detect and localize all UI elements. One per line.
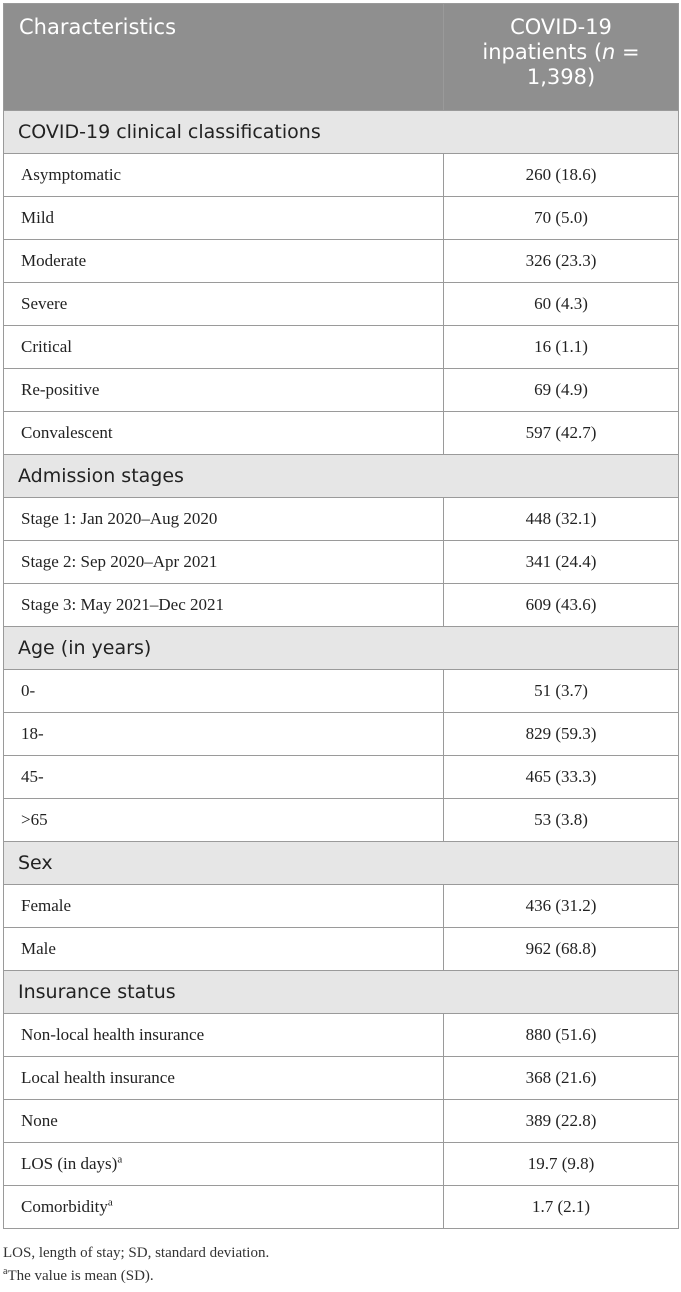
row-label-cell [4,240,444,283]
table-row [4,1057,679,1100]
row-label-cell [4,369,444,412]
section-title: Insurance status [4,971,679,1014]
row-value: 70 (5.0) [444,197,679,240]
row-value: 16 (1.1) [444,326,679,369]
table-footnotes [3,1242,678,1288]
row-label: Female [21,896,72,915]
header-inpatients-line2-pre: inpatients ( [482,40,603,64]
row-label: Stage 3: May 2021–Dec 2021 [21,595,225,614]
row-label-cell [4,670,444,713]
row-label-cell [4,283,444,326]
row-value: 436 (31.2) [444,885,679,928]
section-header-row [4,971,679,1014]
row-label: 0- [21,681,36,700]
table-row [4,498,679,541]
row-value: 609 (43.6) [444,584,679,627]
table-row [4,756,679,799]
row-label: Moderate [21,251,87,270]
row-value: 368 (21.6) [444,1057,679,1100]
table-row [4,541,679,584]
row-label: Comorbidity [21,1197,108,1216]
row-value: 19.7 (9.8) [444,1143,679,1186]
row-label-cell [4,1143,444,1186]
table-row [4,197,679,240]
table-row [4,369,679,412]
row-value: 326 (23.3) [444,240,679,283]
row-label: Male [21,939,56,958]
table-row [4,670,679,713]
row-label-cell [4,197,444,240]
row-label: 45- [21,767,44,786]
row-value: 69 (4.9) [444,369,679,412]
table-row [4,928,679,971]
row-label: Asymptomatic [21,165,122,184]
section-title: Age (in years) [4,627,679,670]
row-label: Convalescent [21,423,113,442]
footnote-mean-sd-text: The value is mean (SD). [7,1268,154,1284]
row-label-cell [4,154,444,197]
table-row [4,1186,679,1229]
row-label: >65 [21,810,48,829]
section-header-row [4,111,679,154]
table-row [4,326,679,369]
section-header-row [4,627,679,670]
row-value: 465 (33.3) [444,756,679,799]
footnote-abbreviations: LOS, length of stay; SD, standard deviation. [3,1245,270,1261]
row-label-cell [4,799,444,842]
row-label: Non-local health insurance [21,1025,205,1044]
table-header-row [4,4,679,111]
row-value: 389 (22.8) [444,1100,679,1143]
row-label-cell [4,326,444,369]
row-value: 597 (42.7) [444,412,679,455]
row-label-cell [4,1186,444,1229]
table-row [4,1100,679,1143]
row-value: 962 (68.8) [444,928,679,971]
section-title: COVID-19 clinical classifications [4,111,679,154]
header-inpatients-n: n [602,40,616,64]
row-value: 880 (51.6) [444,1014,679,1057]
row-label: None [21,1111,58,1130]
header-inpatients-line2-post: = [615,40,640,64]
section-header-row [4,842,679,885]
table-row [4,283,679,326]
row-value: 448 (32.1) [444,498,679,541]
row-label: Local health insurance [21,1068,175,1087]
header-inpatients-line1: COVID-19 [510,15,612,39]
footnote-marker: a [107,1196,113,1209]
table-row [4,412,679,455]
row-label: Severe [21,294,68,313]
table-row [4,885,679,928]
row-label-cell [4,1014,444,1057]
table-row [4,240,679,283]
footnote-marker: a [3,1266,8,1277]
row-label-cell [4,713,444,756]
section-title: Admission stages [4,455,679,498]
footnote-mean-sd [3,1265,678,1288]
row-value: 53 (3.8) [444,799,679,842]
characteristics-table [3,3,679,1229]
section-header-row [4,455,679,498]
table-body [4,111,679,1229]
header-characteristics: Characteristics [4,4,444,111]
table-row [4,154,679,197]
row-value: 829 (59.3) [444,713,679,756]
row-label: 18- [21,724,44,743]
row-label: Stage 2: Sep 2020–Apr 2021 [21,552,218,571]
row-value: 51 (3.7) [444,670,679,713]
row-label-cell [4,584,444,627]
row-label: Stage 1: Jan 2020–Aug 2020 [21,509,218,528]
table-row [4,1143,679,1186]
row-label-cell [4,1100,444,1143]
row-label: Re-positive [21,380,100,399]
row-label-cell [4,885,444,928]
row-value: 1.7 (2.1) [444,1186,679,1229]
table-row [4,799,679,842]
header-inpatients [444,4,679,111]
row-label: Mild [21,208,55,227]
section-title: Sex [4,842,679,885]
row-value: 260 (18.6) [444,154,679,197]
row-label-cell [4,412,444,455]
row-value: 60 (4.3) [444,283,679,326]
row-label-cell [4,1057,444,1100]
row-value: 341 (24.4) [444,541,679,584]
header-inpatients-line3: 1,398) [526,65,596,89]
row-label-cell [4,541,444,584]
table-row [4,584,679,627]
row-label-cell [4,928,444,971]
row-label-cell [4,498,444,541]
table-row [4,1014,679,1057]
row-label: LOS (in days) [21,1154,118,1173]
table-row [4,713,679,756]
row-label: Critical [21,337,72,356]
row-label-cell [4,756,444,799]
footnote-marker: a [117,1153,123,1166]
